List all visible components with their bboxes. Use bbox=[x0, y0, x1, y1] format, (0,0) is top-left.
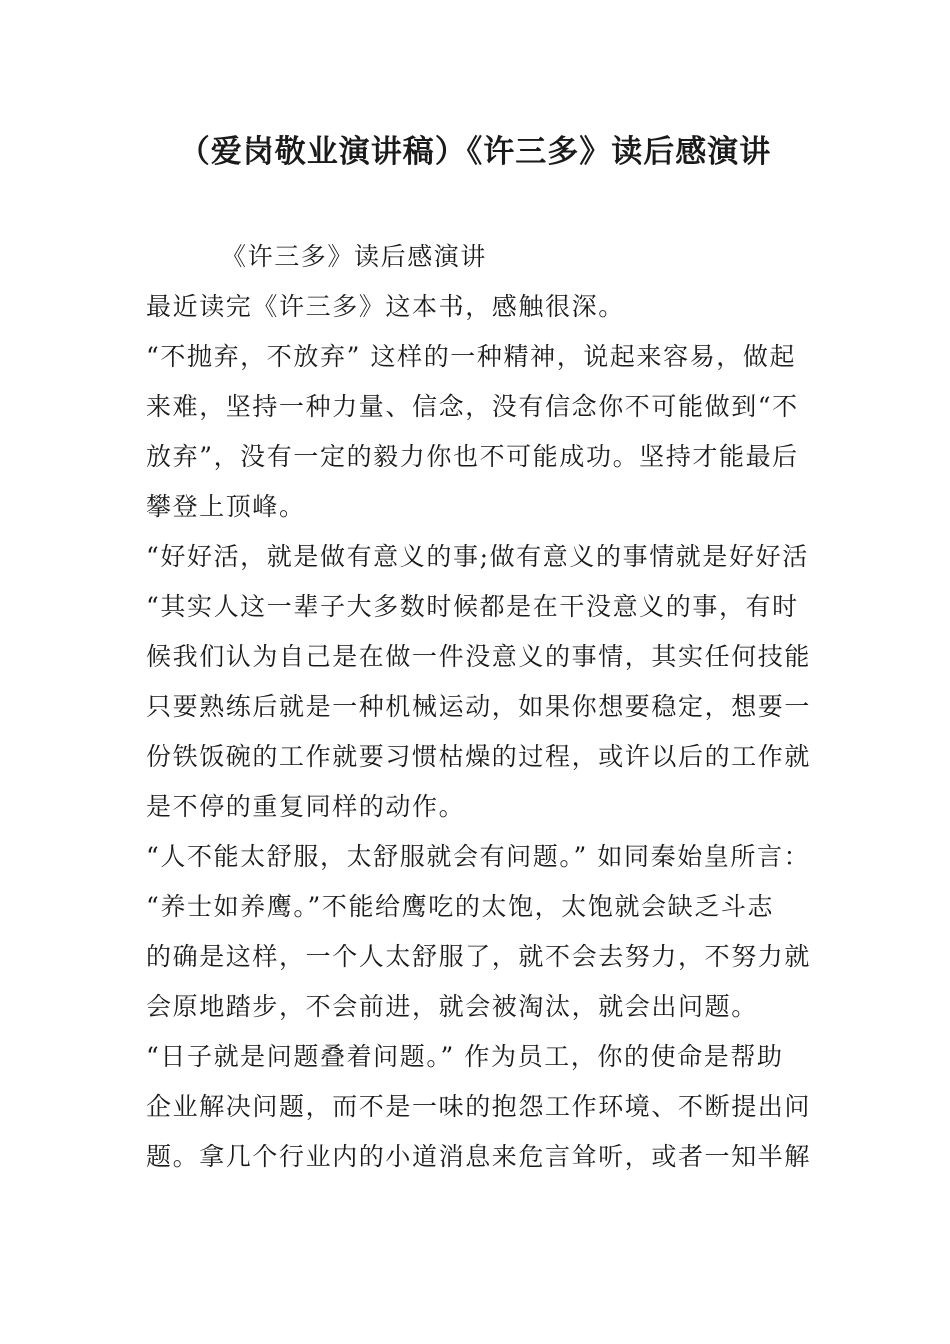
body-line: “人不能太舒服，太舒服就会有问题。” 如同秦始皇所言： bbox=[146, 842, 811, 871]
document-body bbox=[146, 232, 814, 1182]
body-subtitle-line: 《许三多》读后感演讲 bbox=[221, 242, 488, 271]
body-line: 来难，坚持一种力量、信念，没有信念你不可能做到“不 bbox=[146, 392, 799, 421]
body-line: 最近读完《许三多》这本书，感触很深。 bbox=[146, 292, 625, 321]
body-line: 候我们认为自己是在做一件没意义的事情，其实任何技能 bbox=[146, 642, 812, 671]
body-line: “日子就是问题叠着问题。” 作为员工，你的使命是帮助 bbox=[146, 1042, 784, 1071]
body-line: 份铁饭碗的工作就要习惯枯燥的过程，或许以后的工作就 bbox=[146, 742, 812, 771]
body-line: 题。拿几个行业内的小道消息来危言耸听，或者一知半解 bbox=[146, 1142, 812, 1171]
body-line: 放弃”，没有一定的毅力你也不可能成功。坚持才能最后 bbox=[146, 442, 799, 471]
body-line: 的确是这样，一个人太舒服了，就不会去努力，不努力就 bbox=[146, 942, 812, 971]
body-line: “其实人这一辈子大多数时候都是在干没意义的事，有时 bbox=[146, 592, 799, 621]
document-title: （爱岗敬业演讲稿）《许三多》读后感演讲 bbox=[178, 134, 772, 170]
body-line: 攀登上顶峰。 bbox=[146, 492, 306, 521]
body-line: “养士如养鹰。”不能给鹰吃的太饱，太饱就会缺乏斗志 bbox=[146, 892, 775, 921]
body-line: 只要熟练后就是一种机械运动，如果你想要稳定，想要一 bbox=[146, 692, 812, 721]
body-line: “不抛弃，不放弃” 这样的一种精神，说起来容易，做起 bbox=[146, 342, 797, 371]
body-line: 是不停的重复同样的动作。 bbox=[146, 792, 466, 821]
body-line: “好好活，就是做有意义的事;做有意义的事情就是好好活 bbox=[146, 542, 809, 571]
body-line: 企业解决问题，而不是一味的抱怨工作环境、不断提出问 bbox=[146, 1092, 812, 1121]
body-line: 会原地踏步，不会前进，就会被淘汰，就会出问题。 bbox=[146, 992, 758, 1021]
